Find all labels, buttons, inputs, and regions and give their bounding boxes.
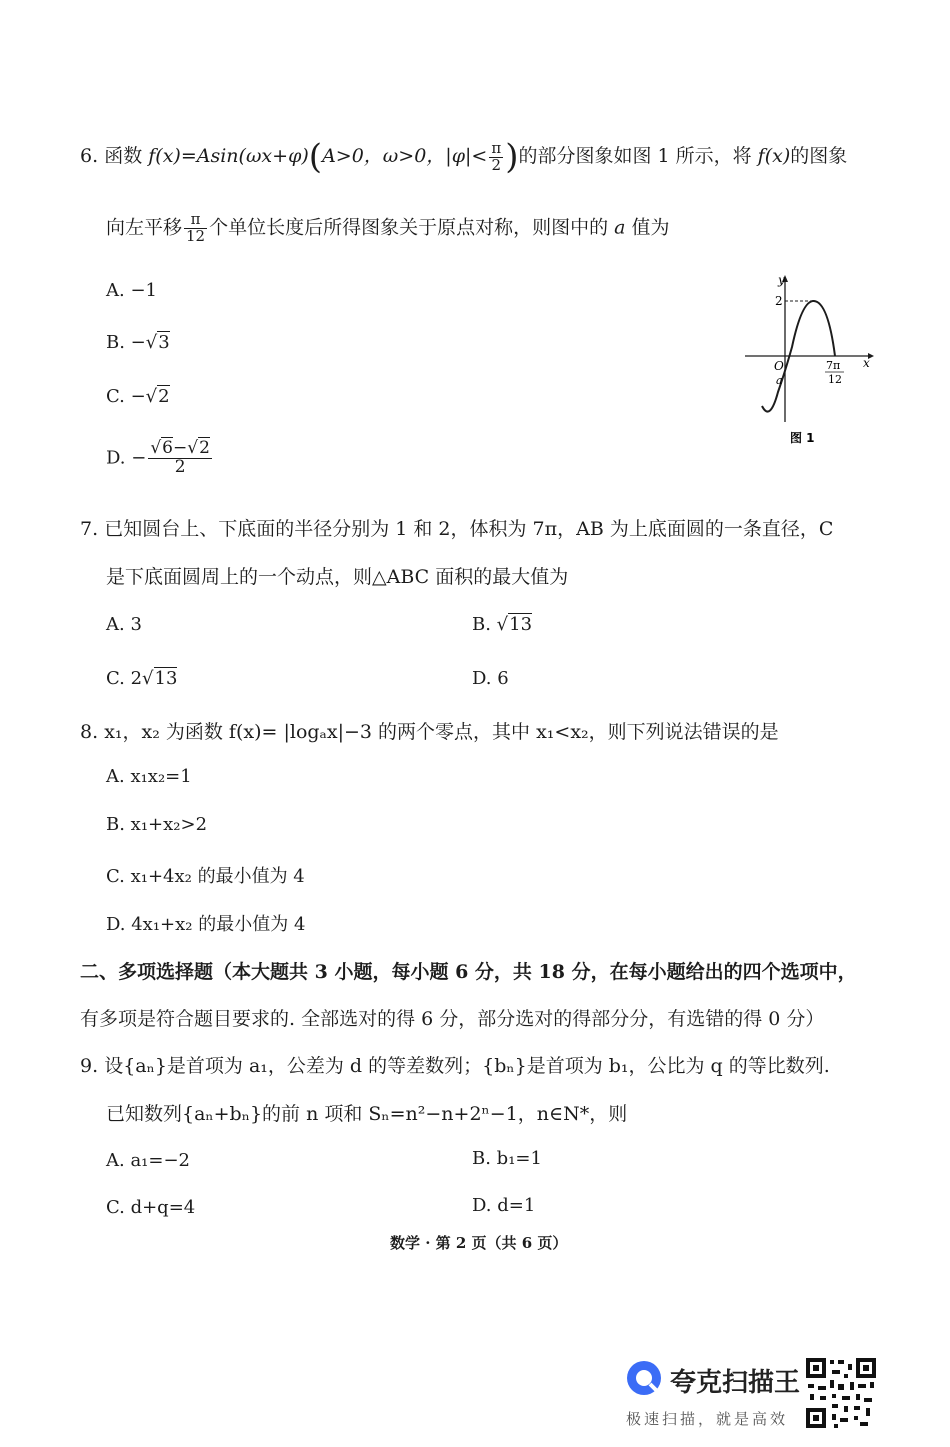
q8-option-c: C. x₁+4x₂ 的最小值为 4 (106, 866, 305, 887)
section-2-heading: 二、多项选择题（本大题共 3 小题，每小题 6 分，共 18 分，在每小题给出的四个选项中， (80, 961, 857, 983)
figure-1-graph (740, 272, 875, 447)
q8-option-d: D. 4x₁+x₂ 的最小值为 4 (106, 914, 306, 935)
q6-option-a: A. −1 (106, 280, 157, 301)
x-tick-numerator: 7π (826, 359, 841, 372)
q6-option-b: B. −√3 (106, 332, 170, 353)
qr-code-icon (804, 1356, 878, 1430)
x-tick-denominator: 12 (828, 373, 842, 386)
q6-line2-a: 向左平移 (106, 216, 183, 239)
watermark-slogan: 极速扫描，就是高效 (626, 1410, 789, 1428)
q6-option-c: C. −√2 (106, 386, 170, 407)
q6-fx: f(x) (757, 145, 791, 167)
q7-option-d: D. 6 (472, 668, 509, 689)
q9-option-b: B. b₁=1 (472, 1148, 542, 1169)
x-axis-label: x (863, 356, 870, 370)
q7-line2: 是下底面圆周上的一个动点，则△ABC 面积的最大值为 (106, 566, 569, 588)
origin-label: O (774, 359, 784, 373)
q6-func: f(x)=Asin(ωx+φ) (148, 145, 309, 167)
page-footer: 数学 · 第 2 页（共 6 页） (390, 1234, 568, 1252)
q9-line2: 已知数列{aₙ+bₙ}的前 n 项和 Sₙ=n²−n+2ⁿ−1，n∈N*，则 (106, 1103, 628, 1125)
q8-option-b: B. x₁+x₂>2 (106, 814, 208, 835)
q6-option-d: D. − $\frac{√6-√2}{2}$ (106, 438, 210, 477)
watermark-brand: 夸克扫描王 (670, 1368, 801, 1398)
q9-option-d: D. d=1 (472, 1195, 536, 1216)
section-2-rules: 有多项是符合题目要求的. 全部选对的得 6 分，部分选对的得部分分，有选错的得 0 分） (80, 1008, 825, 1030)
q9-option-a: A. a₁=−2 (106, 1150, 191, 1171)
q7-line1: 7. 已知圆台上、下底面的半径分别为 1 和 2，体积为 7π，AB 为上底面圆的一条直径，C (80, 518, 834, 540)
a-tick-label: a (776, 374, 783, 387)
q7-option-a: A. 3 (106, 614, 142, 635)
q9-option-c: C. d+q=4 (106, 1197, 196, 1218)
y-tick-2: 2 (775, 294, 783, 308)
quark-logo-icon (624, 1358, 664, 1398)
q7-option-c: C. 2√13 (106, 668, 178, 689)
q6-cond: A>0，ω>0，|φ|< (322, 145, 488, 167)
q6-line2 (106, 212, 670, 245)
q9-line1: 9. 设{aₙ}是首项为 a₁，公差为 d 的等差数列；{bₙ}是首项为 b₁，公比为 q 的等比数列. (80, 1055, 830, 1077)
figure-caption: 图 1 (790, 431, 815, 445)
q6-a-var: a (614, 216, 626, 239)
q6-text-b: 的部分图象如图 1 所示，将 (518, 145, 752, 167)
q6-text-c: 的图象 (790, 145, 848, 167)
q8-option-a: A. x₁x₂=1 (106, 766, 192, 787)
q6-pi-over-12: $\frac{\pi}{12}$ (186, 210, 206, 245)
q6-line2-b: 个单位长度后所得图象关于原点对称，则图中的 (209, 216, 609, 239)
q6-number: 6. (80, 145, 99, 167)
q7-option-b: B. √13 (472, 614, 533, 635)
q6-pi-over-2: $\frac{\pi}{2}$ (491, 138, 502, 174)
q8-line: 8. x₁，x₂ 为函数 f(x)= |logₐx|−3 的两个零点，其中 x₁<x₂，则下列说法错误的是 (80, 721, 779, 743)
y-axis-label: y (778, 273, 785, 287)
q6-text-a: 函数 (104, 145, 143, 167)
q6-line2-c: 值为 (631, 216, 670, 239)
q6-line1: 6. 函数 f(x)=Asin(ωx+φ)(A>0，ω>0，|φ|< $\frac{\pi}{2}$ )的部分图象如图 1 所示，将 f(x)的图象 (80, 137, 848, 177)
